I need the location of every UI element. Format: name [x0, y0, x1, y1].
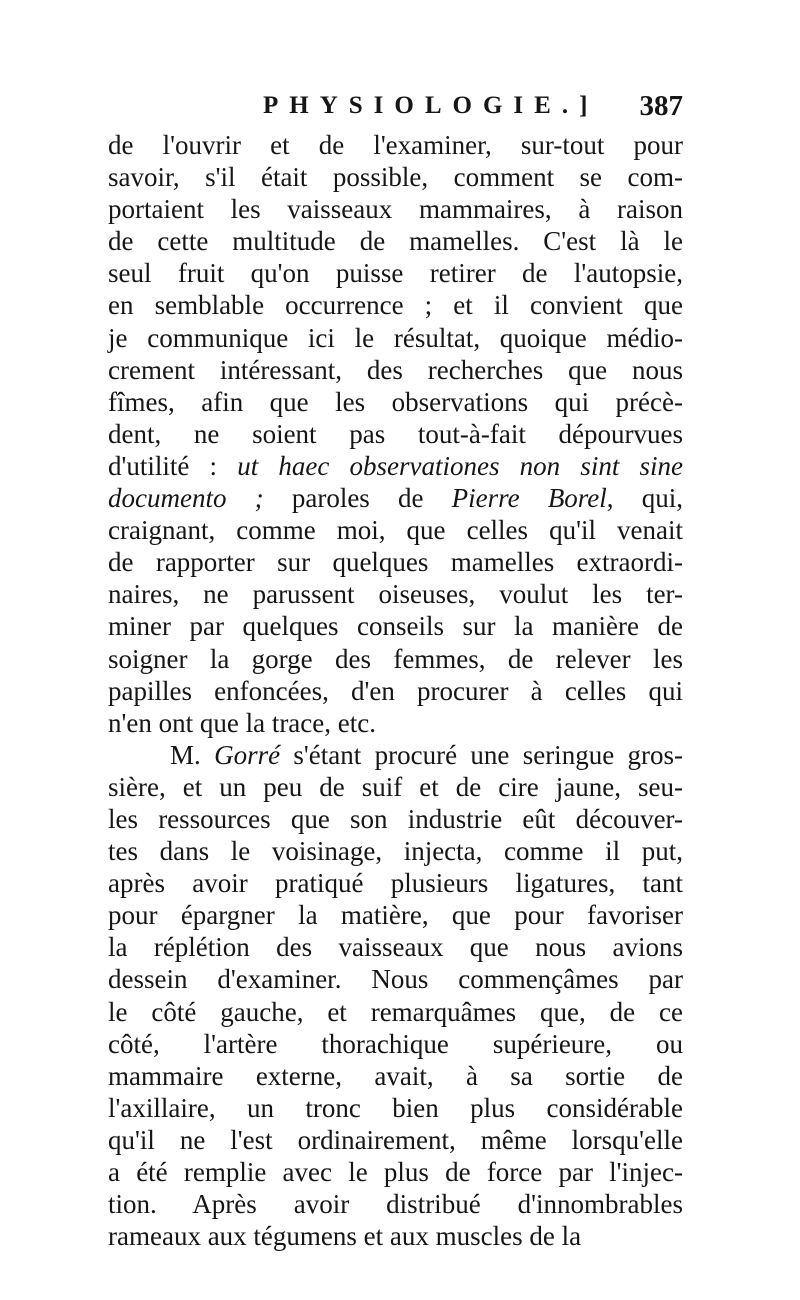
- text-line: [108, 643, 683, 675]
- text-line: [108, 1188, 683, 1220]
- text-run: pour épargner la matière, que pour favoriser: [108, 900, 683, 931]
- text-run: mammaire externe, avait, à sa sortie de: [108, 1060, 683, 1091]
- text-run: a été remplie avec le plus de force par l'injec-: [108, 1157, 683, 1187]
- text-line: [108, 578, 683, 610]
- text-run: tes dans le voisinage, injecta, comme il put,: [108, 836, 683, 867]
- text-run: soigner la gorge des femmes, de relever les: [108, 643, 683, 674]
- text-line: [108, 161, 683, 193]
- text-line: [108, 386, 683, 418]
- text-line: [108, 610, 683, 642]
- text-run: dessein d'examiner. Nous commençâmes par: [108, 964, 683, 995]
- text-line: [108, 193, 683, 225]
- text-line: [108, 322, 683, 354]
- text-line: [108, 225, 683, 257]
- text-run: après avoir pratiqué plusieurs ligatures, tant: [108, 868, 683, 899]
- text-line: [108, 1156, 683, 1188]
- text-line: [108, 963, 683, 995]
- text-run: tion. Après avoir distribué d'innombrables: [108, 1189, 683, 1220]
- text-line: [108, 1124, 683, 1156]
- text-run: rameaux aux tégumens et aux muscles de la: [108, 1221, 582, 1252]
- text-run: sière, et un peu de suif et de cire jaune, seu-: [108, 771, 683, 802]
- text-line: [108, 675, 683, 707]
- text-run: de cette multitude de mamelles. C'est là le: [108, 226, 683, 257]
- text-line: [108, 482, 683, 514]
- text-run: n'en ont que la trace, etc.: [108, 707, 376, 738]
- text-run: d'utilité :: [108, 450, 238, 481]
- text-run: paroles de: [263, 483, 452, 514]
- text-run: qu'il ne l'est ordinairement, même lorsqu'elle: [108, 1124, 683, 1155]
- text-run: s'étant procuré une seringue gros-: [280, 739, 683, 770]
- italic-text: Pierre Borel: [451, 483, 607, 514]
- text-run: de rapporter sur quelques mamelles extraordi-: [108, 547, 683, 578]
- text-line: [108, 289, 683, 321]
- text-run: miner par quelques conseils sur la manière de: [108, 611, 683, 642]
- text-line: [108, 1060, 683, 1092]
- text-run: fîmes, afin que les observations qui précè-: [108, 386, 683, 417]
- page-number: 387: [639, 90, 683, 122]
- text-line: [108, 257, 683, 289]
- italic-text: documento ;: [108, 483, 264, 514]
- text-line: [108, 707, 683, 739]
- running-head: PHYSIOLOGIE.]: [263, 92, 599, 119]
- italic-text: ut haec observationes non sint sine: [237, 450, 684, 481]
- text-line: [108, 514, 683, 546]
- text-line: [108, 771, 683, 803]
- text-run: côté, l'artère thorachique supérieure, ou: [108, 1028, 683, 1059]
- text-run: seul fruit qu'on puisse retirer de l'autopsie,: [108, 258, 683, 289]
- text-run: le côté gauche, et remarquâmes que, de ce: [108, 996, 683, 1027]
- text-line: [108, 1220, 683, 1252]
- text-run: , qui,: [606, 483, 683, 514]
- text-line: [108, 739, 683, 771]
- text-line: [108, 129, 683, 161]
- text-line: [108, 867, 683, 899]
- text-line: [108, 835, 683, 867]
- text-run: en semblable occurrence ; et il convient que: [108, 290, 683, 321]
- text-line: [108, 899, 683, 931]
- text-run: papilles enfoncées, d'en procurer à celles qui: [108, 675, 683, 706]
- text-line: [108, 996, 683, 1028]
- text-run: je communique ici le résultat, quoique médio-: [108, 322, 683, 353]
- text-line: [108, 1028, 683, 1060]
- text-run: savoir, s'il était possible, comment se com-: [108, 162, 683, 193]
- text-run: crement intéressant, des recherches que nous: [108, 354, 683, 385]
- text-run: M.: [170, 739, 215, 770]
- text-run: les ressources que son industrie eût découver-: [108, 803, 683, 834]
- text-run: la réplétion des vaisseaux que nous avions: [108, 932, 683, 963]
- text-line: [108, 1092, 683, 1124]
- text-line: [108, 418, 683, 450]
- text-line: [108, 354, 683, 386]
- text-line: [108, 931, 683, 963]
- text-run: portaient les vaisseaux mammaires, à raison: [108, 194, 683, 225]
- body-text: [108, 129, 683, 1252]
- text-line: [108, 546, 683, 578]
- text-run: dent, ne soient pas tout-à-fait dépourvues: [108, 418, 683, 449]
- text-run: de l'ouvrir et de l'examiner, sur-tout pour: [108, 130, 683, 160]
- italic-text: Gorré: [214, 739, 281, 770]
- text-line: [108, 803, 683, 835]
- text-run: l'axillaire, un tronc bien plus considérable: [108, 1092, 683, 1123]
- page-header: [108, 92, 683, 132]
- text-run: craignant, comme moi, que celles qu'il venait: [108, 515, 683, 546]
- text-run: naires, ne parussent oiseuses, voulut les ter-: [108, 579, 683, 610]
- text-line: [108, 450, 683, 482]
